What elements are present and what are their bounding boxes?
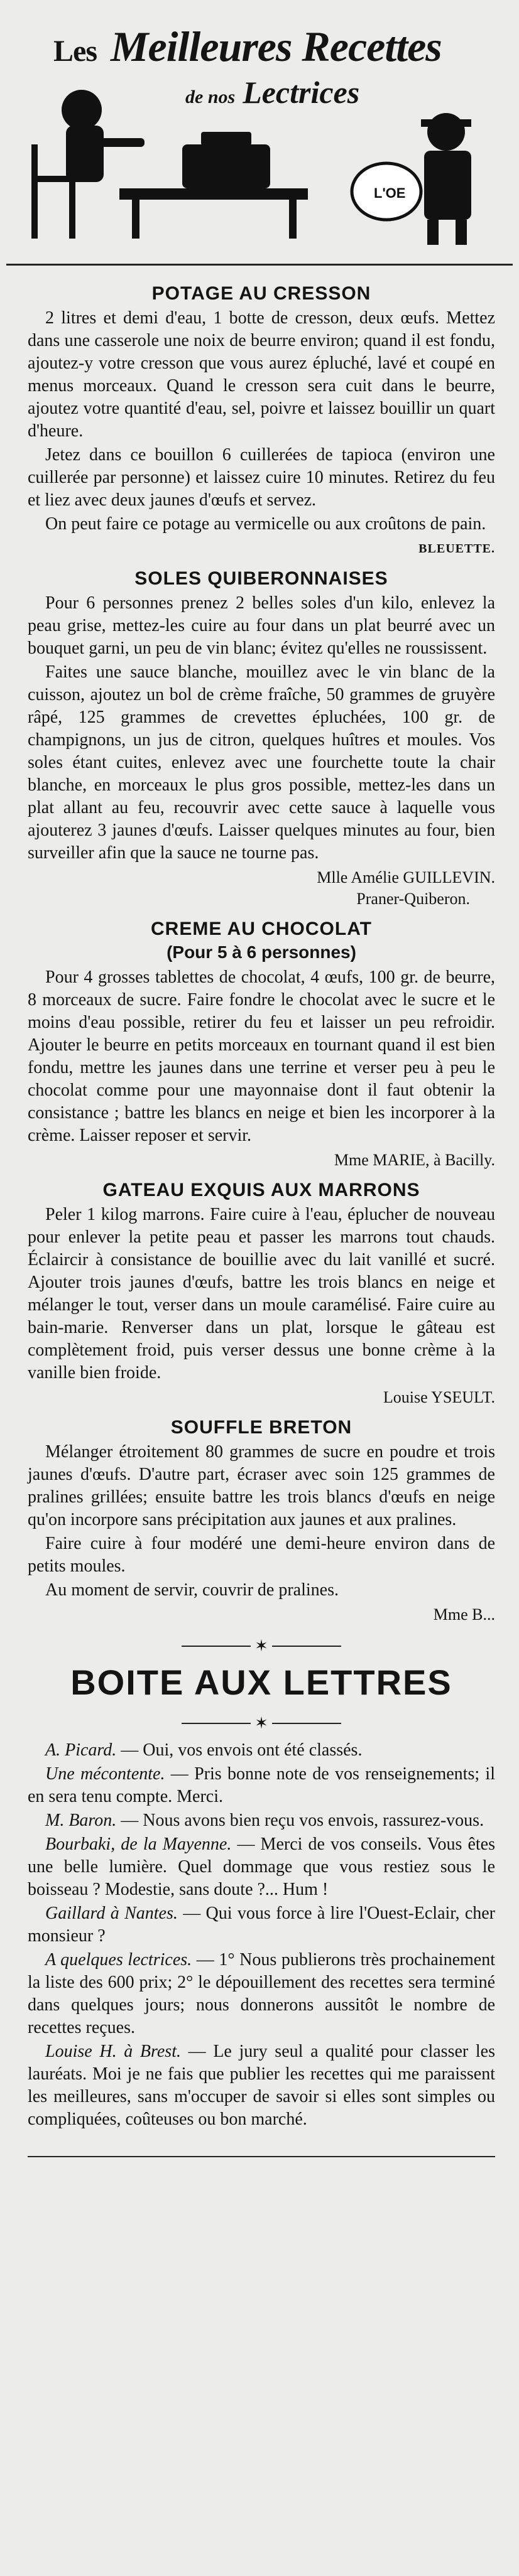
header-title-main: Meilleures Recettes xyxy=(111,23,442,70)
letter-text: — Pris bonne note de vos renseignements; il en sera tenu compte. Merci. xyxy=(28,1764,495,1806)
letter-recipient: Une mécontente. xyxy=(45,1764,165,1784)
section-divider xyxy=(28,1637,495,1656)
recipe-soles-quiberonnaises xyxy=(28,568,495,910)
letter-recipient: Gaillard à Nantes. xyxy=(45,1904,178,1923)
letter-item xyxy=(28,1902,495,1948)
recipe-paragraph: Faites une sauce blanche, mouillez avec le vin blanc de la cuisson, ajoutez un bol de crème fraîche, 50 grammes de gruyère râpé, 125 grammes de crevettes épluchées, 100 gr. de champignons, un jus de citron, quelques huîtres et moules. Vos soles étant cuites, enlevez avec une fourchette toute la chair blanche, en morceaux le plus gros possible, mettez-les dans un plat allant au feu, recouvrir avec cette sauce à laquelle vous ajouterez 3 jaunes d'œufs. Laisser quelques minutes au four, bien surveiller afin que la sauce ne tourne pas. xyxy=(28,662,495,863)
letter-item xyxy=(28,1739,495,1762)
divider-line xyxy=(272,1723,341,1724)
recipe-paragraph: Peler 1 kilog marrons. Faire cuire à l'eau, éplucher de nouveau pour enlever la petite peau et passer les marrons tout chauds. Éclaircir à consistance de bouillie avec du lait vanillé et sucré. Ajouter trois jaunes d'œufs, battre les trois blancs en neige et mélanger le tout, verser dans un moule caramélisé. Faire cuire au bain-marie. Renverser dans un plat, lorsque le gâteau est complètement froid, puis verser dessus une bonne crème à la vanille bien froide. xyxy=(28,1205,495,1382)
mailbox-title: BOITE AUX LETTRES xyxy=(70,1663,452,1702)
recipe-signature-location: Praner-Quiberon. xyxy=(356,890,470,908)
recipe-title: POTAGE AU CRESSON xyxy=(151,283,371,304)
letter-item xyxy=(28,1833,495,1901)
recipe-souffle-breton xyxy=(28,1417,495,1625)
column-header xyxy=(6,0,513,266)
letter-text: — 1° Nous publierons très prochainement la liste des 600 prix; 2° le dépouillement des recettes sera terminé dans quelques jours; nous donnerons aussitôt le nombre de recettes reçues. xyxy=(28,1950,495,2037)
letter-item xyxy=(28,1763,495,1808)
letter-item xyxy=(28,1809,495,1832)
recipe-title: SOUFFLE BRETON xyxy=(170,1417,352,1438)
recipe-paragraph: On peut faire ce potage au vermicelle ou aux croûtons de pain. xyxy=(45,514,486,534)
letter-text: — Nous avons bien reçu vos envois, rassurez-vous. xyxy=(116,1811,484,1830)
recipe-paragraph: Au moment de servir, couvrir de pralines. xyxy=(45,1580,339,1600)
recipe-title: GATEAU EXQUIS AUX MARRONS xyxy=(102,1180,420,1200)
letter-paragraph xyxy=(28,1739,495,1762)
recipe-paragraph: Faire cuire à four modéré une demi-heure environ dans de petits moules. xyxy=(28,1534,495,1576)
recipe-signature: BLEUETTE. xyxy=(418,542,495,556)
footer-rule xyxy=(28,2156,495,2157)
letter-recipient: Bourbaki, de la Mayenne. xyxy=(45,1835,232,1854)
recipe-signature: Louise YSEULT. xyxy=(383,1388,495,1406)
letter-paragraph xyxy=(28,1809,495,1832)
recipe-creme-au-chocolat xyxy=(28,919,495,1171)
header-subtitle xyxy=(185,74,359,110)
recipe-subtitle: (Pour 5 à 6 personnes) xyxy=(167,942,356,962)
header-title-les: Les xyxy=(53,35,97,68)
divider-line xyxy=(182,1646,251,1647)
divider-line xyxy=(182,1723,251,1724)
recipe-paragraph: Mélanger étroitement 80 grammes de sucre en poudre et trois jaunes d'œufs. D'autre part, écraser avec soin 125 grammes de pralines grillées; ensuite battre les trois blancs d'œufs en neige qu'on incorpore sans précipitation aux jaunes et aux pralines. xyxy=(28,1442,495,1529)
star-icon: ✶ xyxy=(254,1714,268,1732)
recipe-gateau-aux-marrons xyxy=(28,1180,495,1408)
recipe-title: SOLES QUIBERONNAISES xyxy=(134,568,388,589)
letter-paragraph xyxy=(28,2040,495,2131)
recipe-signature: Mme MARIE, à Bacilly. xyxy=(334,1151,495,1169)
section-divider xyxy=(28,1714,495,1733)
header-subtitle-small: de nos xyxy=(185,87,236,107)
letter-paragraph xyxy=(28,1902,495,1948)
recipe-paragraph: 2 litres et demi d'eau, 1 botte de cresson, deux œufs. Mettez dans une casserole une noix de beurre environ; quand il est fondu, ajoutez-y votre cresson que vous aurez épluché, lavé et coupé en menus morceaux. Quand le cresson sera cuit dans le beurre, ajoutez votre quantité d'eau, sel, poivre et laissez bouillir un quart d'heure. xyxy=(28,308,495,441)
column-content xyxy=(0,266,519,2157)
letter-text: — Le jury seul a qualité pour classer les lauréats. Moi je ne fais que publier les recettes qui me paraissent les meilleures, sans m'occuper de savoir si elles sont simples ou compliquées, coûteuses ou bon marché. xyxy=(28,2042,495,2129)
letter-recipient: A. Picard. xyxy=(45,1740,117,1760)
star-icon: ✶ xyxy=(254,1637,268,1655)
divider-line xyxy=(272,1646,341,1647)
letter-paragraph xyxy=(28,1833,495,1901)
recipe-paragraph: Pour 4 grosses tablettes de chocolat, 4 œufs, 100 gr. de beurre, 8 morceaux de sucre. Faire fondre le chocolat avec le sucre et le moins d'eau possible, retirer du feu et laisser un peu refroidir. Ajouter le beurre en petits morceaux en tournant quand il est bien fondu, mettre les jaunes dans une terrine et verser peu à peu le chocolat comme pour une mayonnaise dont il faut obtenir la consistance ; battre les blancs en neige et bien les incorporer à la crème. Laisser reposer et servir. xyxy=(28,967,495,1145)
letter-item xyxy=(28,2040,495,2131)
letter-paragraph xyxy=(28,1763,495,1808)
header-title xyxy=(53,25,442,68)
letter-text: — Merci de vos conseils. Vous êtes une belle lumière. Quel dommage que vous restiez sous le boisseau ? Modestie, sans doute ?... Hum ! xyxy=(28,1835,495,1899)
header-subtitle-main: Lectrices xyxy=(243,75,360,110)
letter-recipient: M. Baron. xyxy=(45,1811,117,1830)
recipe-signature: Mlle Amélie GUILLEVIN. xyxy=(317,868,495,887)
recipe-paragraph: Jetez dans ce bouillon 6 cuillerées de tapioca (environ une cuillerée par personne) et laissez cuire 10 minutes. Retirez du feu et liez avec deux jaunes d'œufs et servez. xyxy=(28,445,495,510)
recipe-title: CREME AU CHOCOLAT xyxy=(151,919,372,939)
recipe-signature: Mme B... xyxy=(433,1605,495,1624)
letter-paragraph xyxy=(28,1949,495,2039)
letter-recipient: Louise H. à Brest. xyxy=(45,2042,181,2061)
recipe-potage-au-cresson xyxy=(28,283,495,559)
mailbox-letters xyxy=(28,1739,495,2131)
letter-text: — Qui vous force à lire l'Ouest-Eclair, cher monsieur ? xyxy=(28,1904,495,1946)
letter-recipient: A quelques lectrices. xyxy=(45,1950,192,1970)
letter-item xyxy=(28,1949,495,2039)
recipe-paragraph: Pour 6 personnes prenez 2 belles soles d'un kilo, enlevez la peau grise, mettez-les cuire au four dans un plat beurré avec un bouquet garni, un peu de vin blanc; évitez qu'elles ne roussissent. xyxy=(28,593,495,658)
svg-text:L'OE: L'OE xyxy=(374,185,406,201)
letter-text: — Oui, vos envois ont été classés. xyxy=(116,1740,363,1760)
